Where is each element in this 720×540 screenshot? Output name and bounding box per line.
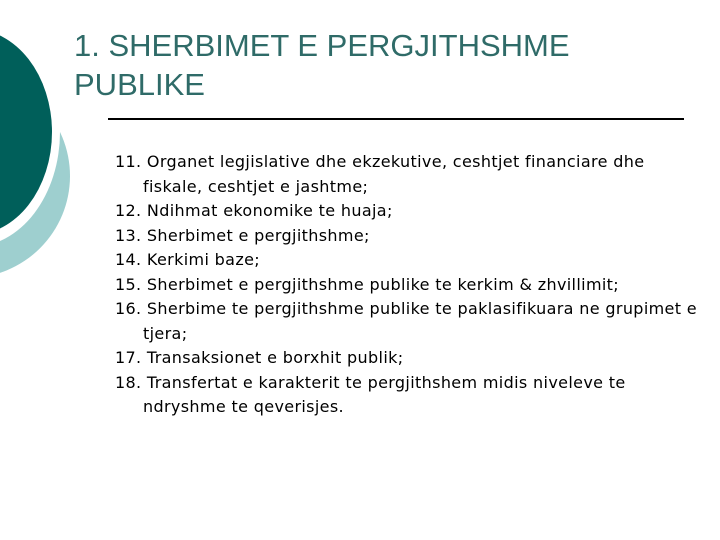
item-list xyxy=(115,150,705,420)
list-item: 12. Ndihmat ekonomike te huaja; xyxy=(115,201,393,220)
title-divider xyxy=(108,118,684,120)
list-item: 14. Kerkimi baze; xyxy=(115,250,261,269)
list-item: 11. Organet legjislative dhe ekzekutive, ceshtjet financiare dhe fiskale, ceshtjet e jashtme; xyxy=(115,152,645,196)
list-item: 15. Sherbimet e pergjithshme publike te kerkim & zhvillimit; xyxy=(115,274,620,294)
list-item: 16. Sherbime te pergjithshme publike te paklasifikuara ne grupimet e tjera; xyxy=(115,299,697,343)
decorative-circles xyxy=(0,0,80,300)
slide-title: 1. SHERBIMET E PERGJITHSHME PUBLIKE xyxy=(74,28,570,102)
list-item: 17. Transaksionet e borxhit publik; xyxy=(115,348,404,367)
list-item: 13. Sherbimet e pergjithshme; xyxy=(115,225,370,245)
list-item: 18. Transfertat e karakterit te pergjithshem midis niveleve te ndryshme te qeverisjes. xyxy=(115,372,626,416)
